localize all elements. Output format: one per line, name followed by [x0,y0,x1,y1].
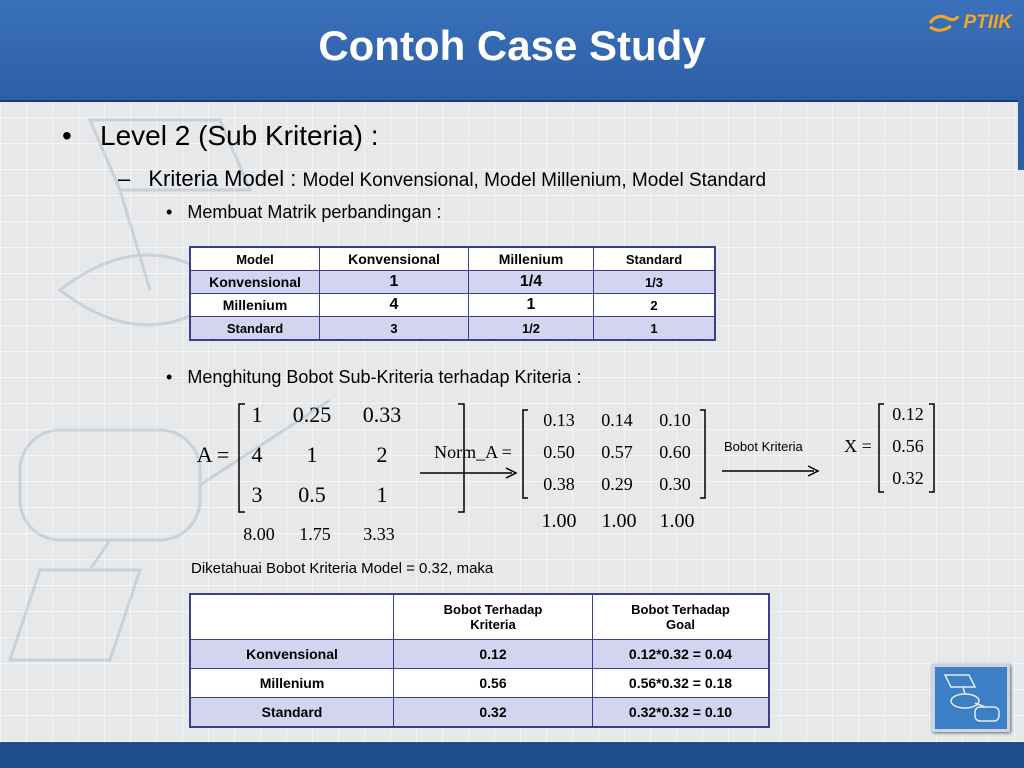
table-row [190,640,769,669]
table-header-row [190,594,769,640]
matrix-a-cell: 1 [376,482,388,507]
slide-header [0,0,1024,102]
bullet-level-1-text: Level 2 (Sub Kriteria) : [100,120,379,151]
table-cell: Millenium [190,669,394,698]
bullet-mark: • [62,120,72,151]
table-cell: 0.12*0.32 = 0.04 [593,640,770,669]
bullet-level-2-detail: Model Konvensional, Model Millenium, Model Standard [302,170,767,191]
comparison-table [189,246,716,341]
table-row [190,317,715,341]
bullet-level-2 [118,166,766,192]
table-cell: 1 [594,317,716,341]
bullet-level-3-bobot [166,367,582,388]
matrix-norm-column-sum: 1.00 [541,510,577,532]
matrix-norm-cell: 0.50 [543,442,575,462]
matrix-a-column-sum: 1.75 [299,524,331,544]
bullet-mark: • [166,367,173,387]
slide-footer [0,742,1024,768]
table-header-cell: Model [190,247,320,271]
matrix-norm-cell: 0.57 [601,442,633,462]
matrix-norm-column-sum: 1.00 [659,510,695,532]
matrix-norm-cell: 0.29 [601,474,633,494]
header-line: Goal [666,617,695,632]
matrix-a-cell: 1 [306,442,318,467]
bullet-level-3-text: Membuat Matrik perbandingan : [187,202,442,222]
table-row [190,669,769,698]
matrix-norm-cell: 0.13 [543,410,575,430]
bullet-level-2-label: Kriteria Model : [148,166,303,191]
matrix-norm-column-sum: 1.00 [601,510,637,532]
matrix-norm-cell: 0.10 [659,410,691,430]
table-cell: 1/4 [469,271,594,294]
matrix-norm-cell: 0.60 [659,442,691,462]
header-line: Kriteria [470,617,516,632]
bullet-mark: – [118,166,131,191]
matrix-a-cell: 0.5 [298,482,326,507]
matrix-norm-cell: 0.38 [543,474,575,494]
table-header-cell [593,594,770,640]
bobot-kriteria-label: Bobot Kriteria [724,439,803,454]
bullet-level-3-text: Menghitung Bobot Sub-Kriteria terhadap Kriteria : [187,367,582,387]
table-cell: 1/3 [594,271,716,294]
matrix-a-cell: 1 [251,402,263,427]
table-cell: Standard [190,317,320,341]
table-cell: 2 [594,294,716,317]
vector-x [838,400,948,500]
vector-x-cell: 0.12 [892,404,924,424]
matrix-a-cell: 3 [251,482,263,507]
table-row [190,698,769,728]
matrix-a-cell: 4 [251,442,263,467]
table-cell: 3 [320,317,469,341]
flowchart-thumbnail [932,664,1010,732]
table-cell: 0.56 [394,669,593,698]
table-cell: 1 [469,294,594,317]
table-cell: Standard [190,698,394,728]
bullet-mark: • [166,202,173,222]
table-row [190,271,715,294]
flowchart-icon [935,667,1007,729]
table-header-cell [394,594,593,640]
table-header-cell [190,594,394,640]
header-edge-accent [1018,100,1024,170]
table-cell: 0.56*0.32 = 0.18 [593,669,770,698]
matrix-a-cell: 0.33 [362,402,402,427]
table-row [190,294,715,317]
vector-x-label: X = [844,436,872,456]
table-cell: 1 [320,271,469,294]
matrix-a-column-sum: 8.00 [243,524,275,544]
matrix-norm-cell: 0.30 [659,474,691,494]
matrix-a-cell: 2 [376,442,388,467]
table-header-cell: Millenium [469,247,594,271]
matrix-norm-cell: 0.14 [601,410,633,430]
matrix-norm-label: Norm_A = [434,442,512,462]
table-cell: 0.12 [394,640,593,669]
table-header-row [190,247,715,271]
table-cell: Konvensional [190,271,320,294]
table-cell: 0.32*0.32 = 0.10 [593,698,770,728]
table-cell: 4 [320,294,469,317]
logo [927,12,1012,34]
header-line: Bobot Terhadap [443,602,543,617]
vector-x-cell: 0.56 [892,436,924,456]
table-cell: Millenium [190,294,320,317]
note-text: Diketahuai Bobot Kriteria Model = 0.32, maka [191,560,494,577]
table-cell: 1/2 [469,317,594,341]
vector-x-cell: 0.32 [892,468,924,488]
matrix-norm [430,404,720,540]
bullet-level-3-matrix [166,202,441,223]
logo-text: PTIIK [963,12,1012,33]
table-cell: 0.32 [394,698,593,728]
arrow-right-icon [722,464,822,478]
matrix-a-column-sum: 3.33 [363,524,395,544]
matrix-a-label: A = [196,442,230,467]
header-line: Bobot Terhadap [631,602,730,617]
ptiik-logo-icon [927,12,961,34]
table-header-cell: Konvensional [320,247,469,271]
result-table [189,593,770,728]
slide-title: Contoh Case Study [318,22,706,69]
table-header-cell: Standard [594,247,716,271]
matrix-a-cell: 0.25 [292,402,332,427]
matrix-a [190,398,430,548]
table-cell: Konvensional [190,640,394,669]
